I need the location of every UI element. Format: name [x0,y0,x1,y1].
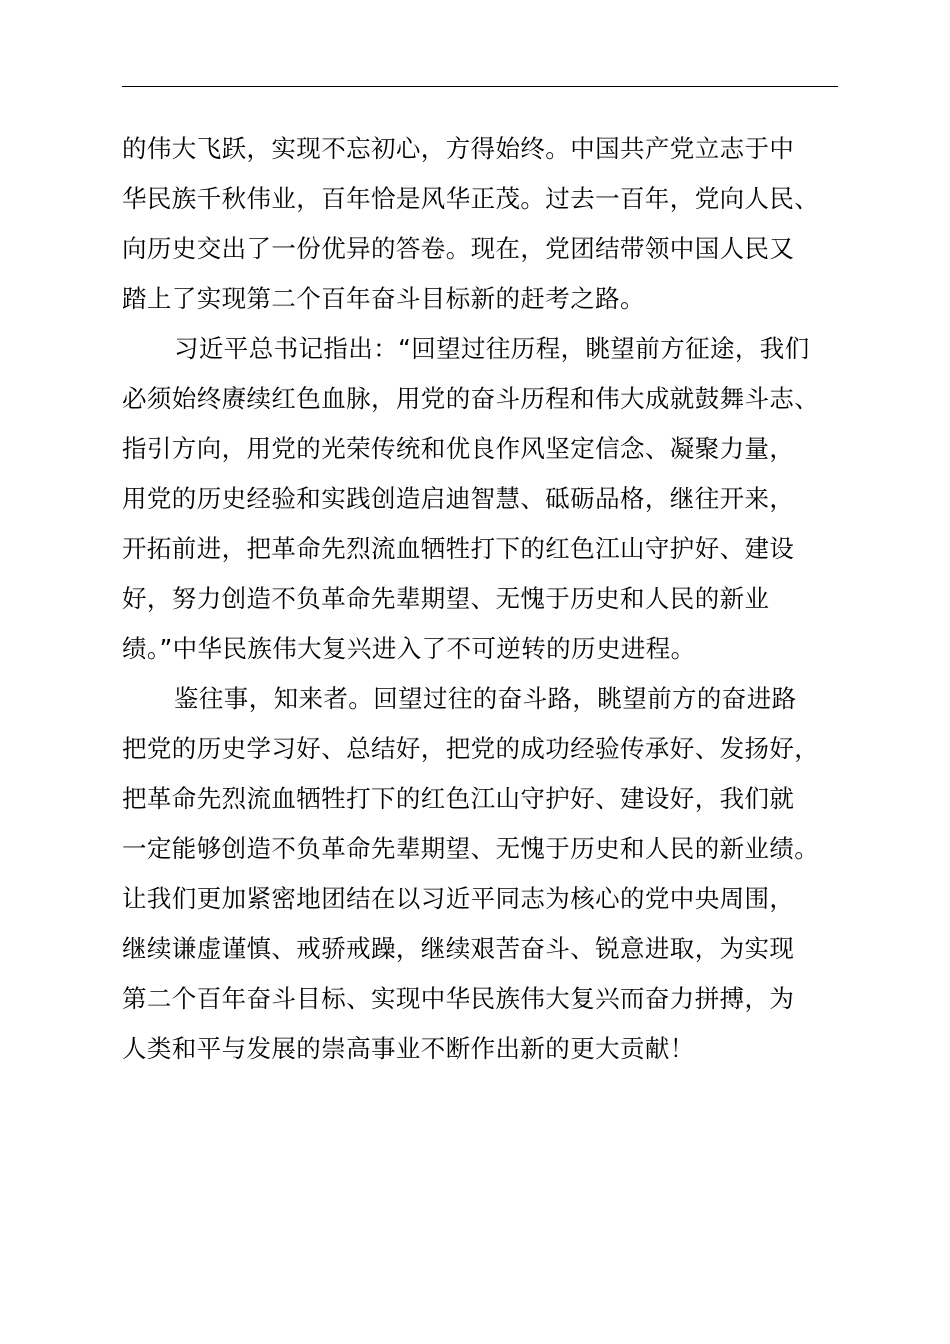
text-line: 把革命先烈流血牺牲打下的红色江山守护好、建设好，我们就 [122,784,795,813]
text-line: 习近平总书记指出：“回望过往历程，眺望前方征途，我们 [174,334,810,363]
text-line: 把党的历史学习好、总结好，把党的成功经验传承好、发扬好， [122,734,820,763]
text-line: 指引方向，用党的光荣传统和优良作风坚定信念、凝聚力量， [122,434,795,463]
text-line: 好，努力创造不负革命先辈期望、无愧于历史和人民的新业 [122,584,770,613]
text-line: 用党的历史经验和实践创造启迪智慧、砥砺品格，继往开来， [122,484,795,513]
text-line: 鉴往事，知来者。回望过往的奋斗路，眺望前方的奋进路 [174,684,797,713]
body-text [122,124,862,1074]
text-line: 必须始终赓续红色血脉，用党的奋斗历程和伟大成就鼓舞斗志、 [122,384,820,413]
text-line: 绩。”中华民族伟大复兴进入了不可逆转的历史进程。 [122,634,696,663]
text-line: 向历史交出了一份优异的答卷。现在，党团结带领中国人民又 [122,234,795,263]
header-rule [122,86,838,87]
text-line: 开拓前进，把革命先烈流血牺牲打下的红色江山守护好、建设 [122,534,795,563]
text-line: 的伟大飞跃，实现不忘初心，方得始终。中国共产党立志于中 [122,134,795,163]
paragraph-1 [122,124,862,324]
paragraph-2 [122,324,862,674]
text-line: 第二个百年奋斗目标、实现中华民族伟大复兴而奋力拼搏，为 [122,984,795,1013]
text-line: 让我们更加紧密地团结在以习近平同志为核心的党中央周围， [122,884,795,913]
text-line: 华民族千秋伟业，百年恰是风华正茂。过去一百年，党向人民、 [122,184,820,213]
text-line: 踏上了实现第二个百年奋斗目标新的赶考之路。 [122,284,645,313]
text-line: 继续谦虚谨慎、戒骄戒躁，继续艰苦奋斗、锐意进取，为实现 [122,934,795,963]
text-line: 人类和平与发展的崇高事业不断作出新的更大贡献！ [122,1034,695,1063]
text-line: 一定能够创造不负革命先辈期望、无愧于历史和人民的新业绩。 [122,834,820,863]
paragraph-3 [122,674,862,1074]
